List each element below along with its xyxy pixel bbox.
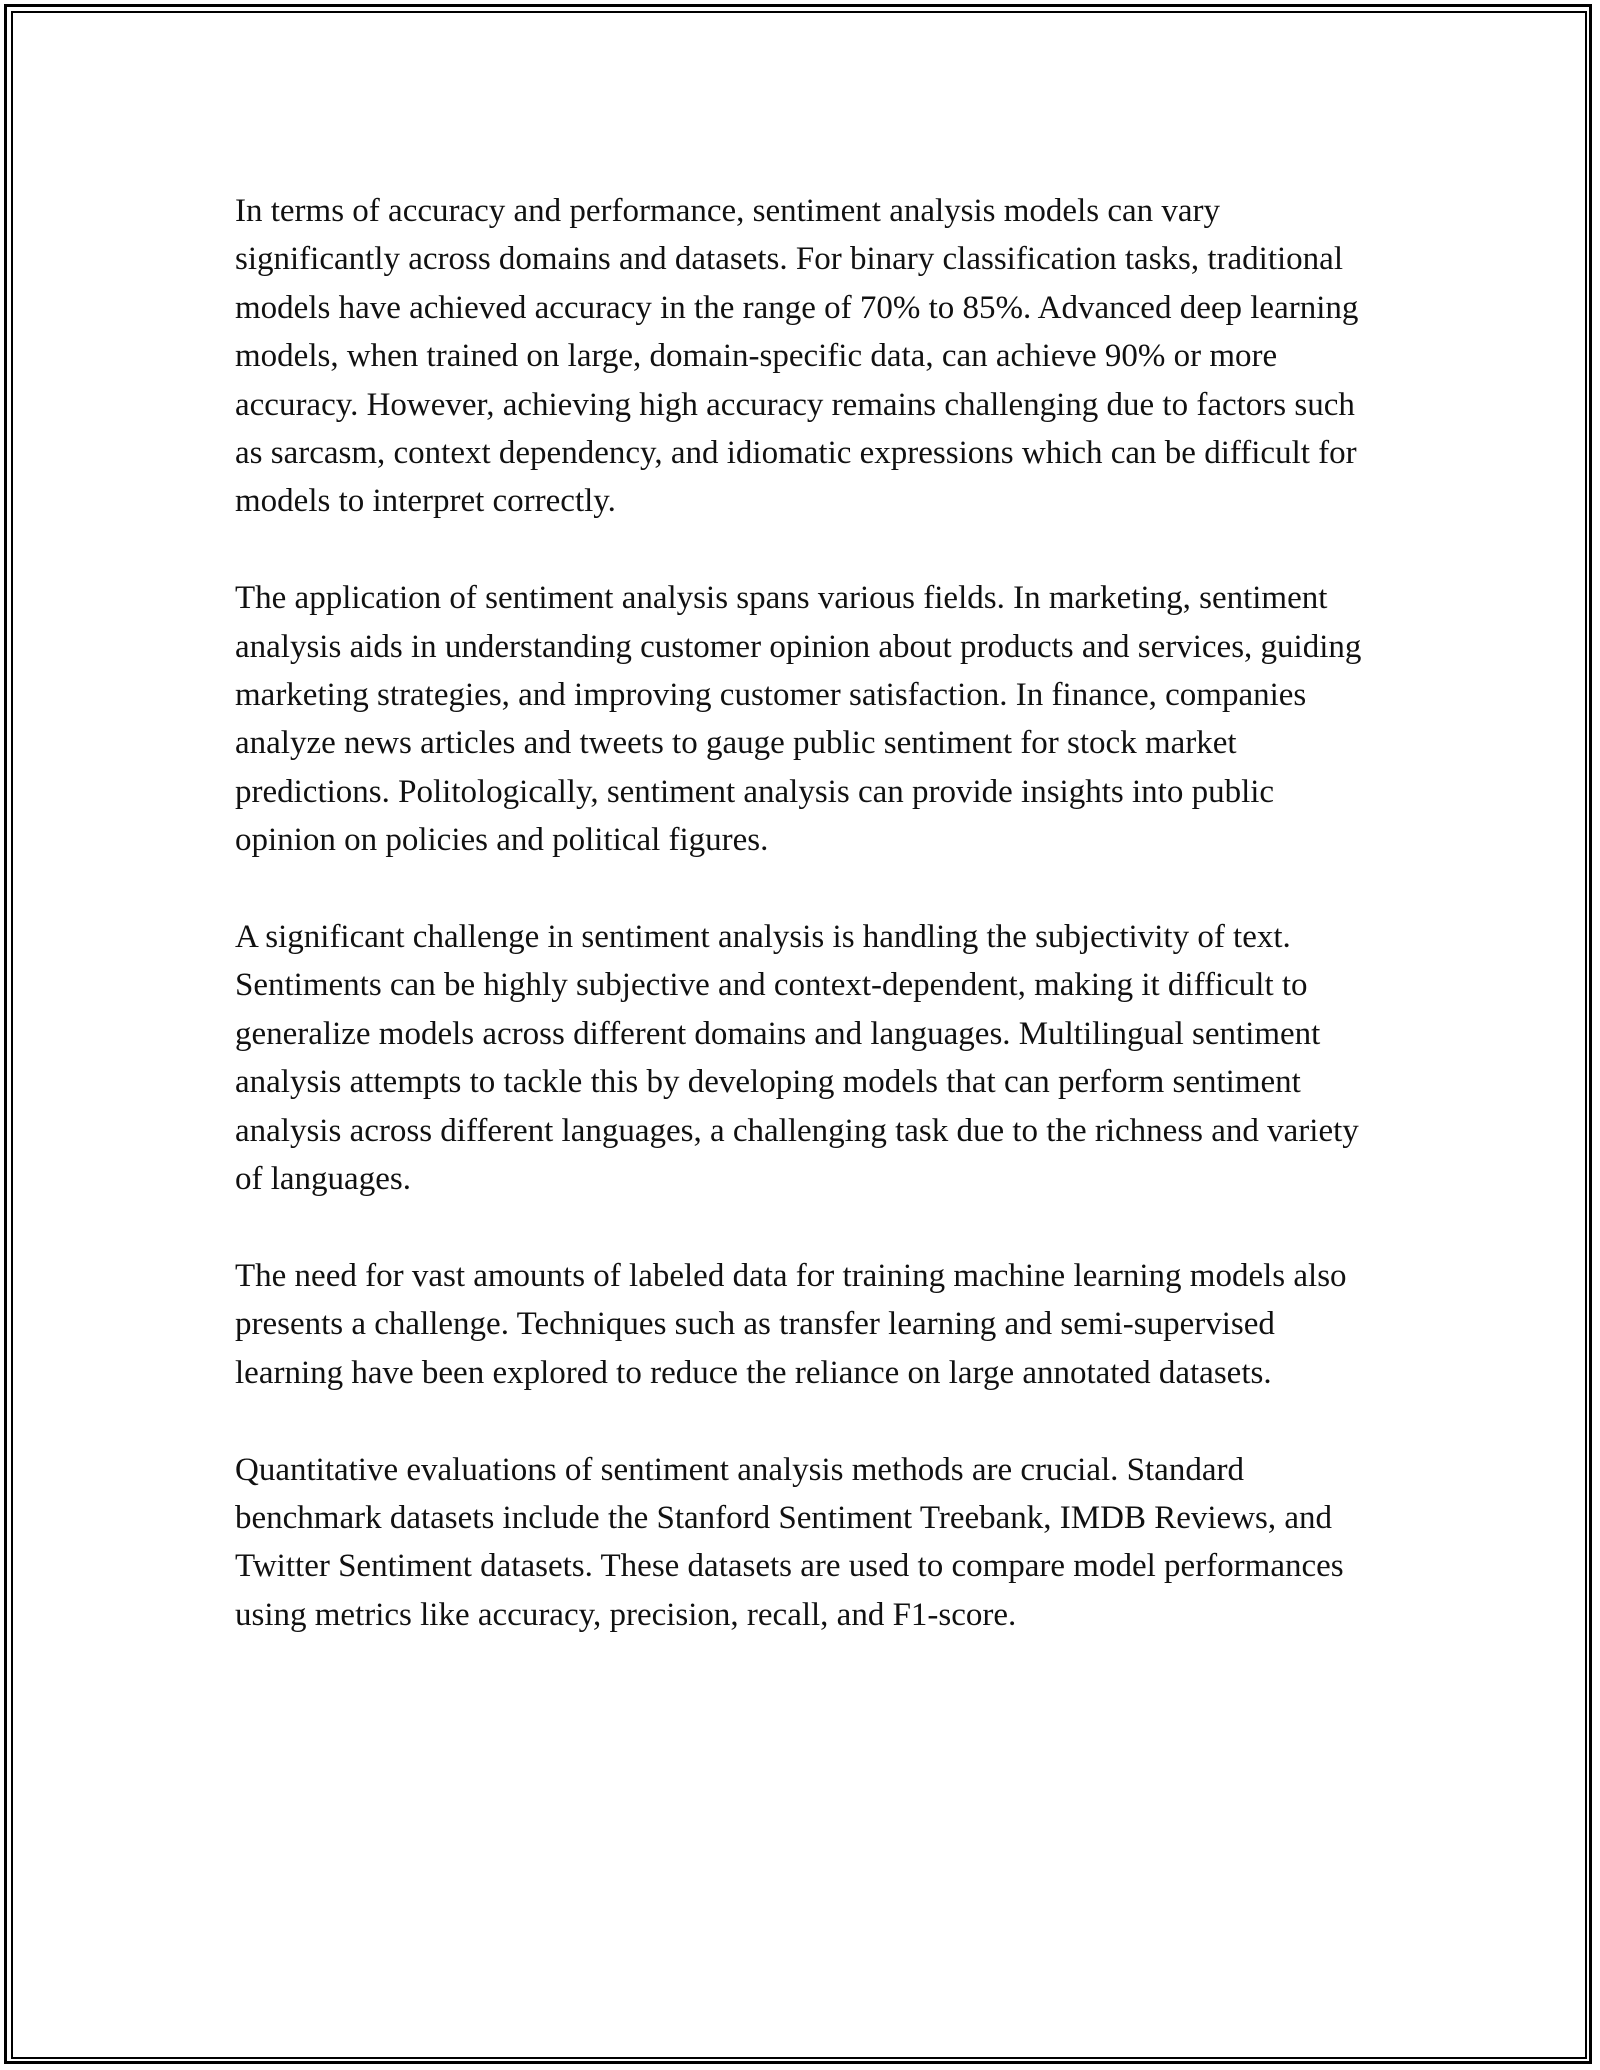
paragraph-accuracy-performance: In terms of accuracy and performance, sentiment analysis models can vary significantly across domains and datasets. For binary classification tasks, traditional models have achieved accuracy in the range of 70% to 85%. Advanced deep learning models, when trained on large, domain-specific data, can achieve 90% or more accuracy. However, achieving high accuracy remains challenging due to factors such as sarcasm, context dependency, and idiomatic expressions which can be difficult for models to interpret correctly. xyxy=(235,193,1359,520)
paragraph-applications: The application of sentiment analysis spans various fields. In marketing, sentiment analysis aids in understanding customer opinion about products and services, guiding marketing strategies, and improving customer satisfaction. In finance, companies analyze news articles and tweets to gauge public sentiment for stock market predictions. Politologically, sentiment analysis can provide insights into public opinion on policies and political figures. xyxy=(235,580,1362,859)
paragraph-quantitative-evaluation: Quantitative evaluations of sentiment analysis methods are crucial. Standard benchmark datasets include the Stanford Sentiment Treebank, IMDB Reviews, and Twitter Sentiment datasets. These datasets are used to compare model performances using metrics like accuracy, precision, recall, and F1-score. xyxy=(235,1451,1344,1633)
document-body xyxy=(235,187,1375,1688)
paragraph-labeled-data-challenge: The need for vast amounts of labeled data for training machine learning models also presents a challenge. Techniques such as transfer learning and semi-supervised learning have been explored to reduce the reliance on large annotated datasets. xyxy=(235,1257,1347,1391)
paragraph-subjectivity-challenge: A significant challenge in sentiment analysis is handling the subjectivity of text. Sentiments can be highly subjective and context-dependent, making it difficult to generalize models across different domains and languages. Multilingual sentiment analysis attempts to tackle this by developing models that can perform sentiment analysis across different languages, a challenging task due to the richness and variety of languages. xyxy=(235,919,1359,1198)
